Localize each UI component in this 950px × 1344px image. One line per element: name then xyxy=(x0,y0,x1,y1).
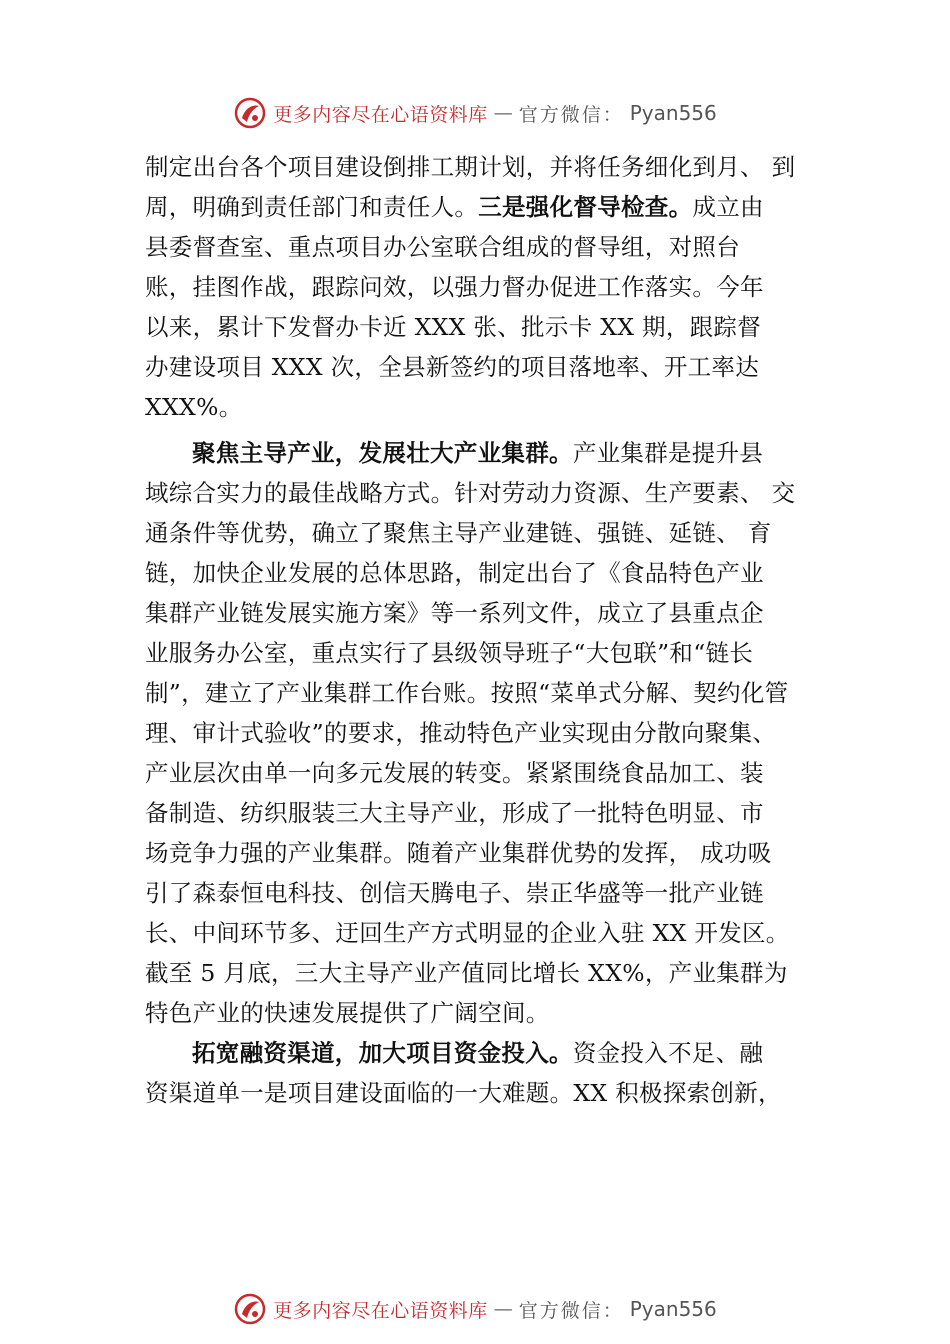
line-text: 链，加快企业发展的总体思路，制定出台了《食品特色产业 xyxy=(145,559,764,587)
line-text: 办建设项目 XXX 次，全县新签约的项目落地率、开工率达 xyxy=(145,353,760,381)
text-line xyxy=(145,1073,825,1113)
text-line xyxy=(145,753,825,793)
line-text: 周，明确到责任部门和责任人。 xyxy=(145,193,479,221)
watermark-text: 更多内容尽在心语资料库 xyxy=(273,103,488,126)
line-text: 账，挂图作战，跟踪问效，以强力督办促进工作落实。今年 xyxy=(145,273,764,301)
line-text: 场竞争力强的产业集群。随着产业集群优势的发挥， 成功吸 xyxy=(145,839,772,867)
line-text: 产业集群是提升县 xyxy=(572,439,764,467)
text-line xyxy=(145,793,825,833)
text-line xyxy=(145,993,825,1033)
watermark-id: Pyan556 xyxy=(629,101,717,125)
text-line xyxy=(145,713,825,753)
text-line xyxy=(145,473,825,513)
line-text: 域综合实力的最佳战略方式。针对劳动力资源、生产要素、 交 xyxy=(145,479,796,507)
line-text: 特色产业的快速发展提供了广阔空间。 xyxy=(145,999,550,1027)
footer-watermark xyxy=(0,1292,950,1326)
text-line xyxy=(145,267,825,307)
line-text: 长、中间环节多、迂回生产方式明显的企业入驻 XX 开发区。 xyxy=(145,919,790,947)
line-text: 县委督查室、重点项目办公室联合组成的督导组，对照台 xyxy=(145,233,740,261)
text-line xyxy=(145,387,825,427)
watermark-id: Pyan556 xyxy=(629,1297,717,1321)
watermark-text: 更多内容尽在心语资料库 xyxy=(273,1299,488,1322)
watermark-separator: — xyxy=(493,102,513,124)
watermark-wechat: 官方微信： xyxy=(518,103,624,126)
line-text: 集群产业链发展实施方案》等一系列文件，成立了县重点企 xyxy=(145,599,764,627)
line-text: 通条件等优势，确立了聚焦主导产业建链、强链、延链、 育 xyxy=(145,519,772,547)
logo-icon xyxy=(233,96,267,130)
text-line xyxy=(145,1033,825,1073)
line-text: 截至 5 月底，三大主导产业产值同比增长 XX%，产业集群为 xyxy=(145,959,788,987)
text-line xyxy=(145,433,825,473)
text-line xyxy=(145,553,825,593)
line-text: 业服务办公室，重点实行了县级领导班子“大包联”和“链长 xyxy=(145,639,754,667)
text-line xyxy=(145,147,825,187)
text-line xyxy=(145,513,825,553)
line-text: 制”，建立了产业集群工作台账。按照“菜单式分解、契约化管 xyxy=(145,679,789,707)
line-text: XXX%。 xyxy=(145,393,243,421)
bold-heading: 三是强化督导检查。 xyxy=(478,193,693,221)
text-line xyxy=(145,953,825,993)
line-text: 成立由 xyxy=(692,193,764,221)
line-text: 理、审计式验收”的要求，推动特色产业实现由分散向聚集、 xyxy=(145,719,777,747)
document-body xyxy=(145,147,825,1113)
bold-heading: 拓宽融资渠道，加大项目资金投入。 xyxy=(192,1039,573,1067)
text-line xyxy=(145,187,825,227)
line-text: 资渠道单一是项目建设面临的一大难题。XX 积极探索创新， xyxy=(145,1079,782,1107)
text-line xyxy=(145,307,825,347)
line-text: 备制造、纺织服装三大主导产业，形成了一批特色明显、市 xyxy=(145,799,764,827)
watermark-separator: — xyxy=(493,1298,513,1320)
text-line xyxy=(145,593,825,633)
line-text: 产业层次由单一向多元发展的转变。紧紧围绕食品加工、装 xyxy=(145,759,764,787)
text-line xyxy=(145,347,825,387)
text-line xyxy=(145,833,825,873)
header-watermark xyxy=(0,96,950,130)
line-text: 以来，累计下发督办卡近 XXX 张、批示卡 XX 期，跟踪督 xyxy=(145,313,762,341)
bold-heading: 聚焦主导产业，发展壮大产业集群。 xyxy=(192,439,573,467)
text-line xyxy=(145,873,825,913)
line-text: 制定出台各个项目建设倒排工期计划，并将任务细化到月、 到 xyxy=(145,153,796,181)
line-text: 引了森泰恒电科技、创信天腾电子、崇正华盛等一批产业链 xyxy=(145,879,764,907)
text-line xyxy=(145,673,825,713)
line-text: 资金投入不足、融 xyxy=(572,1039,764,1067)
text-line xyxy=(145,227,825,267)
logo-icon xyxy=(233,1292,267,1326)
watermark-wechat: 官方微信： xyxy=(518,1299,624,1322)
text-line xyxy=(145,633,825,673)
text-line xyxy=(145,913,825,953)
